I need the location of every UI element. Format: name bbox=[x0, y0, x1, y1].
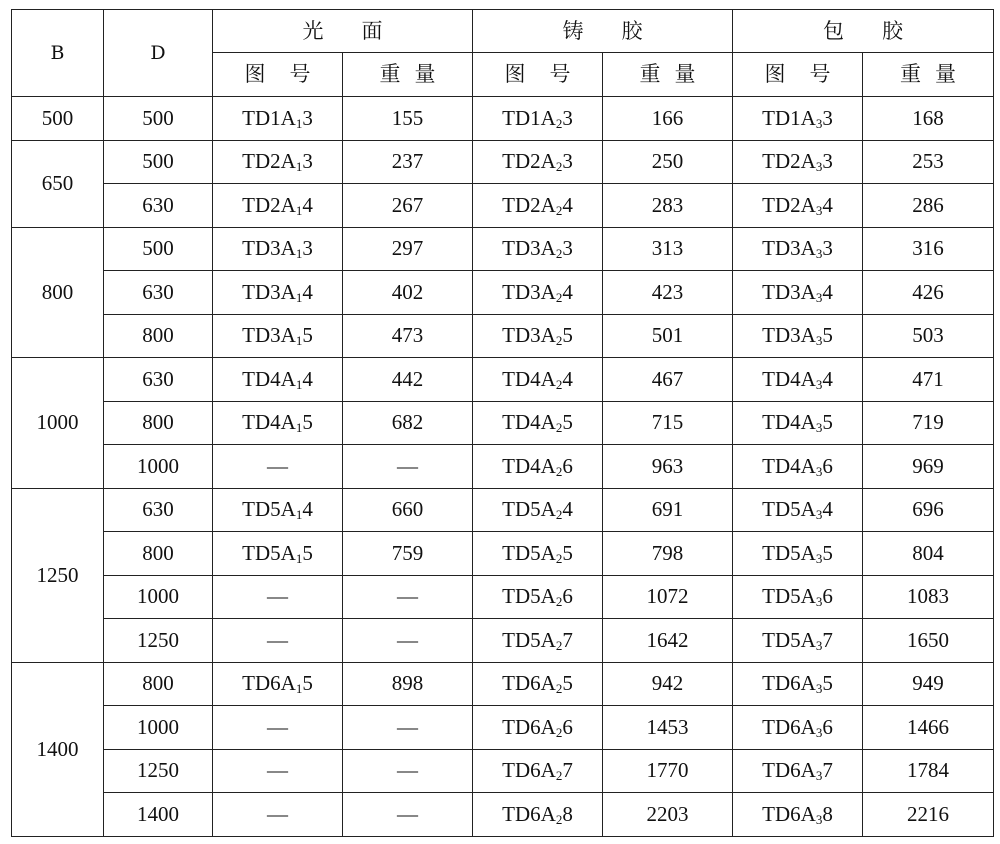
drawing-no-suffix: 4 bbox=[302, 366, 313, 391]
table-row bbox=[12, 532, 994, 576]
cell-d: 630 bbox=[104, 358, 213, 402]
cell-weight: 969 bbox=[863, 445, 994, 489]
drawing-no-prefix: — bbox=[267, 714, 288, 739]
drawing-no-suffix: 3 bbox=[562, 149, 573, 174]
header-drawing-no: 图号 bbox=[213, 53, 343, 97]
cell-weight: 949 bbox=[863, 662, 994, 706]
cell-weight: 313 bbox=[603, 227, 733, 271]
cell-drawing-no bbox=[473, 706, 603, 750]
drawing-no-suffix: 4 bbox=[822, 497, 833, 522]
cell-drawing-no bbox=[213, 662, 343, 706]
table-row bbox=[12, 184, 994, 228]
drawing-no-prefix: TD3A bbox=[502, 236, 556, 261]
cell-d: 800 bbox=[104, 401, 213, 445]
drawing-no-suffix: 4 bbox=[302, 192, 313, 217]
drawing-no-prefix: TD4A bbox=[762, 410, 816, 435]
cell-d: 800 bbox=[104, 532, 213, 576]
drawing-no-prefix: TD4A bbox=[762, 366, 816, 391]
cell-b: 1250 bbox=[12, 488, 104, 662]
cell-drawing-no bbox=[213, 793, 343, 837]
drawing-no-suffix: 3 bbox=[822, 149, 833, 174]
header-drawing-no: 图号 bbox=[473, 53, 603, 97]
cell-b: 1000 bbox=[12, 358, 104, 489]
drawing-no-suffix: 7 bbox=[822, 758, 833, 783]
drawing-no-subscript: 1 bbox=[295, 681, 303, 697]
drawing-no-suffix: 4 bbox=[822, 279, 833, 304]
drawing-no-subscript: 1 bbox=[295, 420, 303, 436]
cell-drawing-no bbox=[213, 184, 343, 228]
cell-drawing-no bbox=[733, 314, 863, 358]
cell-drawing-no bbox=[733, 488, 863, 532]
drawing-no-suffix: 3 bbox=[302, 105, 313, 130]
cell-drawing-no bbox=[733, 793, 863, 837]
drawing-no-suffix: 4 bbox=[822, 192, 833, 217]
cell-drawing-no bbox=[473, 227, 603, 271]
drawing-no-subscript: 1 bbox=[295, 202, 303, 218]
cell-weight: 2216 bbox=[863, 793, 994, 837]
cell-weight: 503 bbox=[863, 314, 994, 358]
cell-weight: 1642 bbox=[603, 619, 733, 663]
cell-drawing-no bbox=[473, 619, 603, 663]
drawing-no-subscript: 2 bbox=[555, 333, 563, 349]
drawing-no-subscript: 1 bbox=[295, 507, 303, 523]
drawing-no-suffix: 7 bbox=[822, 627, 833, 652]
drawing-no-prefix: — bbox=[267, 801, 288, 826]
drawing-no-prefix: TD6A bbox=[242, 671, 296, 696]
table-row bbox=[12, 97, 994, 141]
drawing-no-prefix: TD2A bbox=[242, 192, 296, 217]
drawing-no-suffix: 4 bbox=[302, 497, 313, 522]
drawing-no-subscript: 1 bbox=[295, 376, 303, 392]
cell-drawing-no bbox=[213, 358, 343, 402]
drawing-no-prefix: TD4A bbox=[502, 366, 556, 391]
header-weight: 重量 bbox=[863, 53, 994, 97]
cell-d: 630 bbox=[104, 271, 213, 315]
drawing-no-subscript: 3 bbox=[815, 202, 823, 218]
drawing-no-prefix: TD6A bbox=[502, 714, 556, 739]
cell-weight: 719 bbox=[863, 401, 994, 445]
drawing-no-subscript: 3 bbox=[815, 637, 823, 653]
drawing-no-subscript: 2 bbox=[555, 681, 563, 697]
header-row-1 bbox=[12, 10, 994, 53]
cell-weight: 237 bbox=[343, 140, 473, 184]
cell-drawing-no bbox=[733, 358, 863, 402]
drawing-no-suffix: 5 bbox=[562, 671, 573, 696]
header-d: D bbox=[104, 10, 213, 97]
drawing-no-subscript: 1 bbox=[295, 289, 303, 305]
cell-weight: 283 bbox=[603, 184, 733, 228]
cell-drawing-no bbox=[473, 401, 603, 445]
drawing-no-prefix: TD2A bbox=[242, 149, 296, 174]
cell-weight: — bbox=[343, 575, 473, 619]
cell-drawing-no bbox=[733, 575, 863, 619]
table-row bbox=[12, 271, 994, 315]
drawing-no-prefix: — bbox=[267, 627, 288, 652]
drawing-no-suffix: 4 bbox=[302, 279, 313, 304]
drawing-no-suffix: 7 bbox=[562, 627, 573, 652]
drawing-no-subscript: 3 bbox=[815, 594, 823, 610]
cell-drawing-no bbox=[213, 401, 343, 445]
cell-weight: 1650 bbox=[863, 619, 994, 663]
drawing-no-subscript: 3 bbox=[815, 681, 823, 697]
drawing-no-prefix: TD3A bbox=[762, 236, 816, 261]
drawing-no-subscript: 1 bbox=[295, 246, 303, 262]
cell-weight: 467 bbox=[603, 358, 733, 402]
cell-b: 500 bbox=[12, 97, 104, 141]
cell-weight: 253 bbox=[863, 140, 994, 184]
cell-weight: 682 bbox=[343, 401, 473, 445]
cell-drawing-no bbox=[733, 97, 863, 141]
cell-drawing-no bbox=[213, 271, 343, 315]
drawing-no-prefix: TD5A bbox=[502, 497, 556, 522]
cell-weight: 1453 bbox=[603, 706, 733, 750]
cell-d: 1250 bbox=[104, 749, 213, 793]
cell-weight: 423 bbox=[603, 271, 733, 315]
cell-drawing-no bbox=[473, 271, 603, 315]
cell-drawing-no bbox=[213, 314, 343, 358]
drawing-no-subscript: 2 bbox=[555, 768, 563, 784]
cell-drawing-no bbox=[213, 227, 343, 271]
cell-drawing-no bbox=[733, 271, 863, 315]
drawing-no-suffix: 4 bbox=[562, 497, 573, 522]
cell-d: 630 bbox=[104, 184, 213, 228]
cell-drawing-no bbox=[733, 401, 863, 445]
cell-drawing-no bbox=[473, 488, 603, 532]
drawing-no-suffix: 6 bbox=[822, 714, 833, 739]
drawing-no-suffix: 3 bbox=[822, 236, 833, 261]
drawing-no-prefix: TD4A bbox=[242, 366, 296, 391]
cell-weight: 660 bbox=[343, 488, 473, 532]
cell-weight: 501 bbox=[603, 314, 733, 358]
header-group-cast-rubber: 铸胶 bbox=[473, 10, 733, 53]
drawing-no-subscript: 1 bbox=[295, 333, 303, 349]
cell-weight: 471 bbox=[863, 358, 994, 402]
drawing-no-prefix: TD5A bbox=[762, 627, 816, 652]
drawing-no-suffix: 4 bbox=[562, 192, 573, 217]
cell-drawing-no bbox=[213, 619, 343, 663]
cell-drawing-no bbox=[213, 749, 343, 793]
cell-b: 800 bbox=[12, 227, 104, 358]
cell-d: 500 bbox=[104, 140, 213, 184]
drawing-no-prefix: TD6A bbox=[762, 714, 816, 739]
cell-drawing-no bbox=[733, 445, 863, 489]
drawing-no-subscript: 3 bbox=[815, 768, 823, 784]
table-body bbox=[12, 97, 994, 837]
cell-weight: 798 bbox=[603, 532, 733, 576]
drawing-no-suffix: 5 bbox=[302, 323, 313, 348]
table-row bbox=[12, 401, 994, 445]
drawing-no-subscript: 3 bbox=[815, 289, 823, 305]
drawing-no-prefix: TD4A bbox=[762, 453, 816, 478]
cell-drawing-no bbox=[213, 488, 343, 532]
cell-d: 800 bbox=[104, 662, 213, 706]
drawing-no-subscript: 2 bbox=[555, 420, 563, 436]
drawing-no-subscript: 2 bbox=[555, 376, 563, 392]
drawing-no-prefix: TD5A bbox=[762, 584, 816, 609]
cell-d: 800 bbox=[104, 314, 213, 358]
drawing-no-prefix: TD3A bbox=[502, 323, 556, 348]
table-row bbox=[12, 358, 994, 402]
cell-weight: — bbox=[343, 793, 473, 837]
cell-d: 1000 bbox=[104, 445, 213, 489]
drawing-no-prefix: — bbox=[267, 453, 288, 478]
table-row bbox=[12, 662, 994, 706]
drawing-no-suffix: 5 bbox=[302, 671, 313, 696]
cell-drawing-no bbox=[733, 662, 863, 706]
cell-drawing-no bbox=[213, 97, 343, 141]
drawing-no-subscript: 3 bbox=[815, 115, 823, 131]
drawing-no-subscript: 2 bbox=[555, 463, 563, 479]
cell-d: 500 bbox=[104, 227, 213, 271]
cell-drawing-no bbox=[213, 140, 343, 184]
cell-weight: 402 bbox=[343, 271, 473, 315]
drawing-no-prefix: TD4A bbox=[242, 410, 296, 435]
cell-drawing-no bbox=[733, 140, 863, 184]
drawing-no-prefix: TD6A bbox=[502, 801, 556, 826]
drawing-no-subscript: 2 bbox=[555, 507, 563, 523]
cell-weight: — bbox=[343, 619, 473, 663]
drawing-no-subscript: 3 bbox=[815, 376, 823, 392]
drawing-no-prefix: TD1A bbox=[762, 105, 816, 130]
cell-drawing-no bbox=[473, 793, 603, 837]
drawing-no-prefix: TD5A bbox=[502, 540, 556, 565]
table-row bbox=[12, 140, 994, 184]
drawing-no-prefix: TD5A bbox=[762, 540, 816, 565]
cell-drawing-no bbox=[473, 358, 603, 402]
drawing-no-subscript: 3 bbox=[815, 333, 823, 349]
drawing-no-prefix: — bbox=[267, 584, 288, 609]
cell-drawing-no bbox=[213, 575, 343, 619]
drawing-no-suffix: 5 bbox=[822, 410, 833, 435]
cell-weight: 297 bbox=[343, 227, 473, 271]
drawing-no-prefix: TD3A bbox=[502, 279, 556, 304]
drawing-no-suffix: 5 bbox=[302, 540, 313, 565]
drawing-no-subscript: 2 bbox=[555, 550, 563, 566]
cell-weight: 442 bbox=[343, 358, 473, 402]
cell-drawing-no bbox=[473, 749, 603, 793]
header-b: B bbox=[12, 10, 104, 97]
drawing-no-prefix: TD2A bbox=[762, 149, 816, 174]
cell-weight: 942 bbox=[603, 662, 733, 706]
cell-d: 1000 bbox=[104, 575, 213, 619]
table-row bbox=[12, 227, 994, 271]
drawing-no-prefix: TD3A bbox=[762, 279, 816, 304]
cell-weight: 1072 bbox=[603, 575, 733, 619]
cell-weight: 166 bbox=[603, 97, 733, 141]
header-group-smooth: 光面 bbox=[213, 10, 473, 53]
cell-weight: 804 bbox=[863, 532, 994, 576]
header-group-rubber-lagging: 包胶 bbox=[733, 10, 994, 53]
drawing-no-subscript: 1 bbox=[295, 115, 303, 131]
drawing-no-subscript: 2 bbox=[555, 811, 563, 827]
drawing-no-prefix: TD6A bbox=[762, 801, 816, 826]
cell-drawing-no bbox=[213, 445, 343, 489]
drawing-no-prefix: TD5A bbox=[242, 540, 296, 565]
drawing-no-suffix: 5 bbox=[822, 323, 833, 348]
cell-drawing-no bbox=[213, 706, 343, 750]
drawing-no-suffix: 3 bbox=[562, 236, 573, 261]
drawing-no-subscript: 3 bbox=[815, 463, 823, 479]
cell-weight: 715 bbox=[603, 401, 733, 445]
drawing-no-suffix: 4 bbox=[822, 366, 833, 391]
cell-drawing-no bbox=[473, 314, 603, 358]
header-weight: 重量 bbox=[343, 53, 473, 97]
cell-drawing-no bbox=[733, 227, 863, 271]
cell-drawing-no bbox=[473, 575, 603, 619]
drawing-no-suffix: 3 bbox=[302, 236, 313, 261]
drawing-no-subscript: 3 bbox=[815, 159, 823, 175]
drawing-no-suffix: 6 bbox=[562, 453, 573, 478]
table-row bbox=[12, 793, 994, 837]
drawing-no-subscript: 3 bbox=[815, 724, 823, 740]
drawing-no-prefix: TD1A bbox=[502, 105, 556, 130]
drawing-no-suffix: 6 bbox=[562, 584, 573, 609]
cell-drawing-no bbox=[733, 706, 863, 750]
drawing-no-subscript: 3 bbox=[815, 811, 823, 827]
cell-drawing-no bbox=[473, 445, 603, 489]
drawing-no-prefix: TD6A bbox=[502, 758, 556, 783]
cell-weight: 473 bbox=[343, 314, 473, 358]
drawing-no-subscript: 3 bbox=[815, 550, 823, 566]
drawing-no-prefix: TD5A bbox=[502, 584, 556, 609]
drawing-no-suffix: 5 bbox=[822, 540, 833, 565]
drawing-no-suffix: 8 bbox=[562, 801, 573, 826]
drum-weight-table bbox=[11, 9, 994, 837]
drawing-no-subscript: 2 bbox=[555, 246, 563, 262]
drawing-no-prefix: TD4A bbox=[502, 410, 556, 435]
cell-weight: 155 bbox=[343, 97, 473, 141]
drawing-no-prefix: TD3A bbox=[762, 323, 816, 348]
table-row bbox=[12, 619, 994, 663]
drawing-no-subscript: 1 bbox=[295, 550, 303, 566]
table-row bbox=[12, 706, 994, 750]
cell-weight: 2203 bbox=[603, 793, 733, 837]
cell-weight: 691 bbox=[603, 488, 733, 532]
cell-weight: 1784 bbox=[863, 749, 994, 793]
cell-drawing-no bbox=[473, 532, 603, 576]
cell-drawing-no bbox=[473, 97, 603, 141]
cell-d: 500 bbox=[104, 97, 213, 141]
cell-d: 630 bbox=[104, 488, 213, 532]
drawing-no-prefix: TD3A bbox=[242, 279, 296, 304]
drawing-no-suffix: 5 bbox=[562, 410, 573, 435]
drawing-no-subscript: 2 bbox=[555, 637, 563, 653]
drawing-no-suffix: 6 bbox=[562, 714, 573, 739]
drawing-no-prefix: TD3A bbox=[242, 236, 296, 261]
table-row bbox=[12, 488, 994, 532]
cell-drawing-no bbox=[473, 140, 603, 184]
drawing-no-suffix: 6 bbox=[822, 584, 833, 609]
drawing-no-suffix: 7 bbox=[562, 758, 573, 783]
drawing-no-suffix: 4 bbox=[562, 279, 573, 304]
drawing-no-suffix: 5 bbox=[302, 410, 313, 435]
drawing-no-suffix: 3 bbox=[562, 105, 573, 130]
drawing-no-prefix: TD2A bbox=[502, 192, 556, 217]
cell-d: 1250 bbox=[104, 619, 213, 663]
drawing-no-subscript: 3 bbox=[815, 507, 823, 523]
drawing-no-prefix: TD5A bbox=[502, 627, 556, 652]
header-weight: 重量 bbox=[603, 53, 733, 97]
cell-drawing-no bbox=[733, 749, 863, 793]
cell-b: 650 bbox=[12, 140, 104, 227]
drawing-no-prefix: TD5A bbox=[762, 497, 816, 522]
drawing-no-prefix: TD6A bbox=[762, 758, 816, 783]
cell-drawing-no bbox=[213, 532, 343, 576]
drawing-no-suffix: 5 bbox=[562, 540, 573, 565]
drawing-no-suffix: 5 bbox=[562, 323, 573, 348]
drawing-no-suffix: 3 bbox=[822, 105, 833, 130]
drawing-no-suffix: 5 bbox=[822, 671, 833, 696]
cell-weight: 759 bbox=[343, 532, 473, 576]
cell-weight: 168 bbox=[863, 97, 994, 141]
cell-weight: 1083 bbox=[863, 575, 994, 619]
cell-drawing-no bbox=[473, 662, 603, 706]
cell-drawing-no bbox=[733, 619, 863, 663]
cell-weight: 267 bbox=[343, 184, 473, 228]
table-container bbox=[11, 9, 994, 837]
drawing-no-prefix: TD2A bbox=[762, 192, 816, 217]
drawing-no-subscript: 2 bbox=[555, 115, 563, 131]
cell-weight: 1466 bbox=[863, 706, 994, 750]
drawing-no-prefix: TD2A bbox=[502, 149, 556, 174]
drawing-no-subscript: 2 bbox=[555, 159, 563, 175]
cell-weight: — bbox=[343, 706, 473, 750]
table-row bbox=[12, 314, 994, 358]
table-row bbox=[12, 749, 994, 793]
drawing-no-subscript: 3 bbox=[815, 420, 823, 436]
drawing-no-subscript: 2 bbox=[555, 724, 563, 740]
drawing-no-prefix: TD5A bbox=[242, 497, 296, 522]
cell-d: 1000 bbox=[104, 706, 213, 750]
table-row bbox=[12, 445, 994, 489]
cell-drawing-no bbox=[733, 184, 863, 228]
cell-b: 1400 bbox=[12, 662, 104, 836]
cell-weight: — bbox=[343, 749, 473, 793]
drawing-no-prefix: — bbox=[267, 758, 288, 783]
drawing-no-prefix: TD3A bbox=[242, 323, 296, 348]
cell-drawing-no bbox=[473, 184, 603, 228]
drawing-no-subscript: 2 bbox=[555, 594, 563, 610]
cell-weight: 898 bbox=[343, 662, 473, 706]
drawing-no-suffix: 8 bbox=[822, 801, 833, 826]
drawing-no-prefix: TD6A bbox=[762, 671, 816, 696]
drawing-no-subscript: 2 bbox=[555, 289, 563, 305]
cell-drawing-no bbox=[733, 532, 863, 576]
table-row bbox=[12, 575, 994, 619]
cell-weight: 1770 bbox=[603, 749, 733, 793]
cell-weight: 286 bbox=[863, 184, 994, 228]
drawing-no-prefix: TD1A bbox=[242, 105, 296, 130]
cell-weight: 696 bbox=[863, 488, 994, 532]
drawing-no-prefix: TD4A bbox=[502, 453, 556, 478]
cell-weight: 963 bbox=[603, 445, 733, 489]
drawing-no-subscript: 1 bbox=[295, 159, 303, 175]
header-drawing-no: 图号 bbox=[733, 53, 863, 97]
cell-weight: — bbox=[343, 445, 473, 489]
drawing-no-prefix: TD6A bbox=[502, 671, 556, 696]
drawing-no-subscript: 3 bbox=[815, 246, 823, 262]
cell-weight: 426 bbox=[863, 271, 994, 315]
cell-weight: 250 bbox=[603, 140, 733, 184]
drawing-no-suffix: 4 bbox=[562, 366, 573, 391]
cell-d: 1400 bbox=[104, 793, 213, 837]
drawing-no-subscript: 2 bbox=[555, 202, 563, 218]
drawing-no-suffix: 6 bbox=[822, 453, 833, 478]
drawing-no-suffix: 3 bbox=[302, 149, 313, 174]
cell-weight: 316 bbox=[863, 227, 994, 271]
